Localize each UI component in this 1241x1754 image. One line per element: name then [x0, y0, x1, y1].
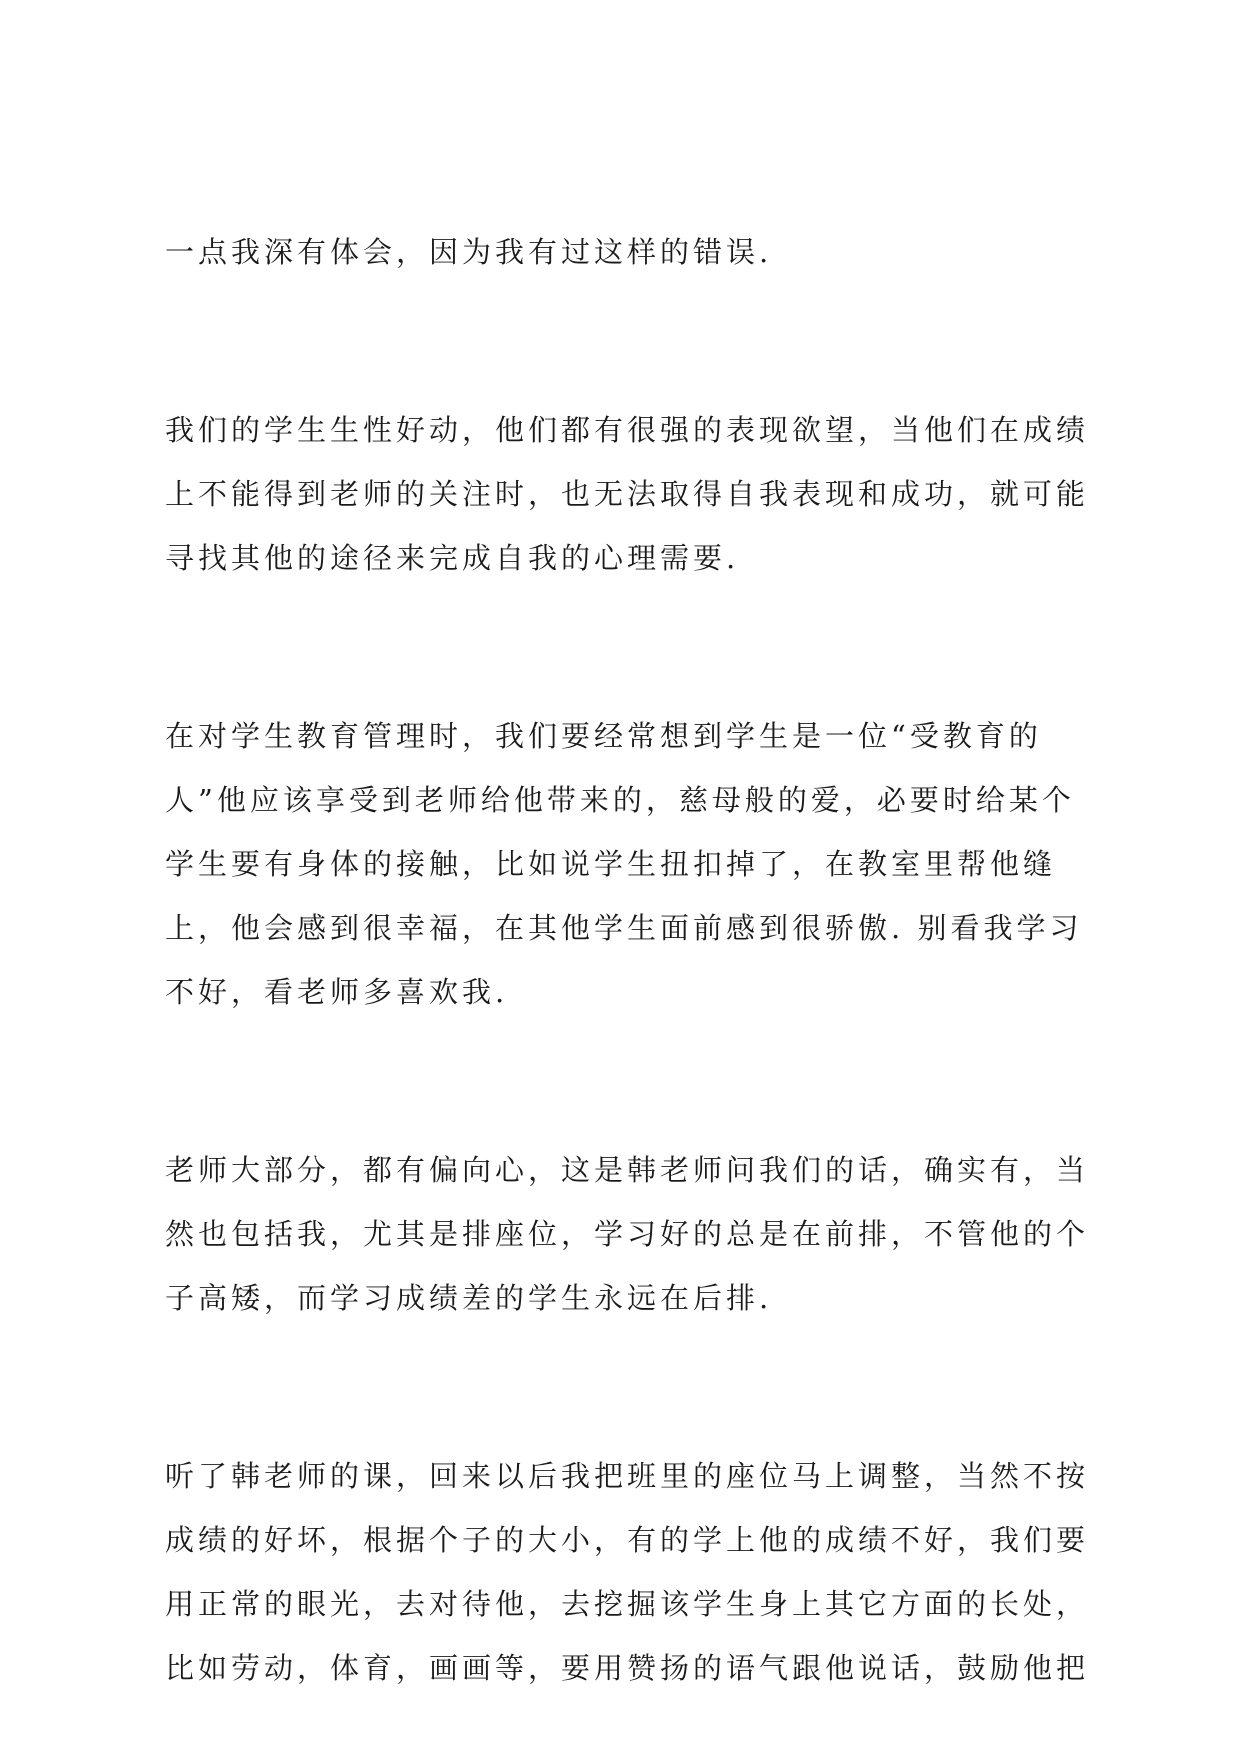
- text-line: 上，他会感到很幸福，在其他学生面前感到很骄傲. 别看我学习: [165, 911, 1083, 945]
- document-body: [165, 220, 1095, 1700]
- paragraph-gap: [165, 590, 1095, 704]
- paragraph-4: [165, 1138, 1095, 1330]
- paragraph-gap: [165, 1024, 1095, 1138]
- paragraph-5: [165, 1444, 1095, 1700]
- text-line: 一点我深有体会，因为我有过这样的错误.: [165, 235, 773, 269]
- paragraph-3: [165, 704, 1095, 1024]
- text-line: 比如劳动，体育，画画等，要用赞扬的语气跟他说话，鼓励他把: [165, 1651, 1090, 1685]
- text-line: 听了韩老师的课，回来以后我把班里的座位马上调整，当然不按: [165, 1459, 1090, 1493]
- text-line: 我们的学生生性好动，他们都有很强的表现欲望，当他们在成绩: [165, 413, 1090, 447]
- text-line: 学生要有身体的接触，比如说学生扭扣掉了，在教室里帮他缝: [165, 847, 1057, 881]
- text-line: 在对学生教育管理时，我们要经常想到学生是一位“受教育的: [165, 719, 1042, 753]
- text-line: 老师大部分，都有偏向心，这是韩老师问我们的话，确实有，当: [165, 1153, 1090, 1187]
- text-line: 用正常的眼光，去对待他，去挖掘该学生身上其它方面的长处，: [165, 1587, 1090, 1621]
- text-line: 然也包括我，尤其是排座位，学习好的总是在前排，不管他的个: [165, 1217, 1090, 1251]
- text-line: 成绩的好坏，根据个子的大小，有的学上他的成绩不好，我们要: [165, 1523, 1090, 1557]
- text-line: 上不能得到老师的关注时，也无法取得自我表现和成功，就可能: [165, 477, 1090, 511]
- paragraph-2: [165, 398, 1095, 590]
- paragraph-1: [165, 220, 1095, 284]
- paragraph-gap: [165, 1330, 1095, 1444]
- text-line: 子高矮，而学习成绩差的学生永远在后排.: [165, 1281, 773, 1315]
- paragraph-gap: [165, 284, 1095, 398]
- text-line: 寻找其他的途径来完成自我的心理需要.: [165, 541, 740, 575]
- text-line: 人”他应该享受到老师给他带来的，慈母般的爱，必要时给某个: [165, 783, 1075, 817]
- text-line: 不好，看老师多喜欢我.: [165, 975, 509, 1009]
